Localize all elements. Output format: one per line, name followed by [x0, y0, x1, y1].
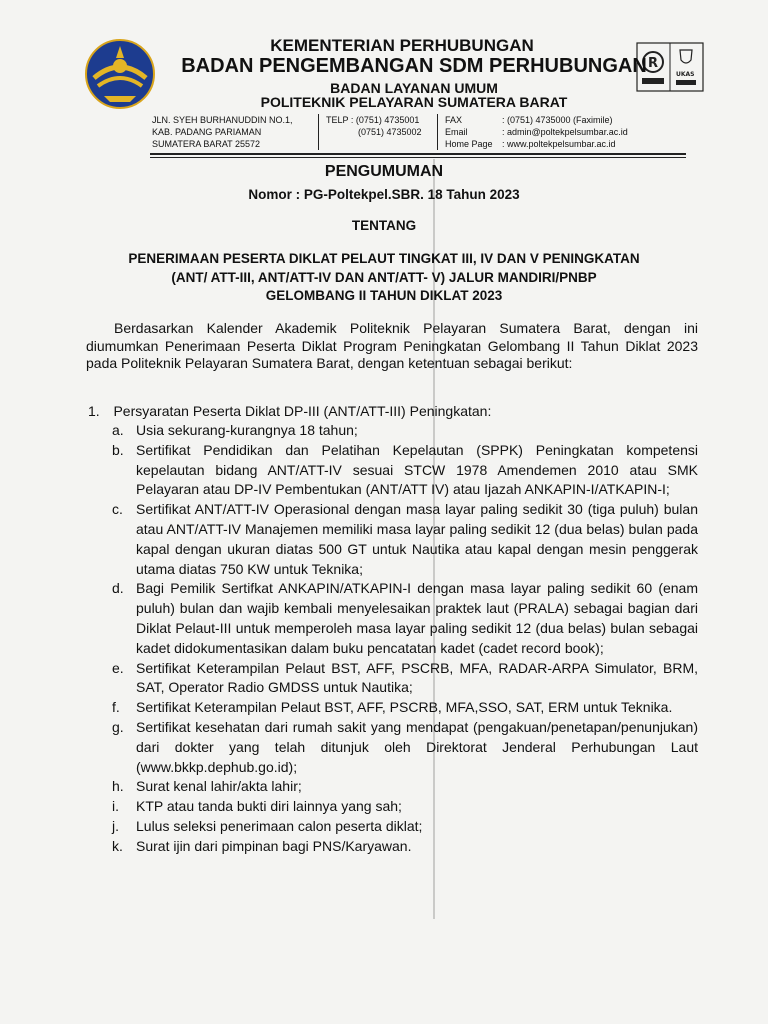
header-rule [150, 153, 686, 155]
homepage-value: : www.poltekpelsumbar.ac.id [502, 139, 616, 149]
item-text: Usia sekurang-kurangnya 18 tahun; [136, 422, 358, 438]
item-text: Lulus seleksi penerimaan calon peserta diklat; [136, 817, 423, 834]
svg-text:R: R [648, 56, 659, 71]
list-item [112, 441, 698, 500]
fold-line [428, 159, 440, 919]
item-marker: f. [112, 699, 120, 716]
item-marker: a. [112, 422, 124, 438]
list-item [112, 500, 698, 579]
institution-name: POLITEKNIK PELAYARAN SUMATERA BARAT [260, 94, 568, 110]
address-block [152, 114, 293, 150]
document-number: Nomor : PG-Poltekpel.SBR. 18 Tahun 2023 [248, 187, 520, 202]
item-text: KTP atau tanda bukti diri lainnya yang sah; [136, 798, 402, 815]
phone-line: TELP : (0751) 4735001 [326, 115, 420, 125]
item-marker: g. [112, 718, 124, 735]
homepage-label: Home Page [445, 139, 493, 149]
phone-block [326, 114, 422, 138]
item-marker: h. [112, 778, 124, 795]
subject-line: (ANT/ ATT-III, ANT/ATT-IV DAN ANT/ATT- V) JALUR MANDIRI/PNBP [171, 269, 597, 285]
ministry-name: KEMENTERIAN PERHUBUNGAN [270, 36, 534, 55]
subject-block [40, 250, 728, 306]
item-text: Surat kenal lahir/akta lahir; [136, 778, 302, 795]
list-item [112, 837, 698, 857]
item-text: Sertifikat Keterampilan Pelaut BST, AFF, PSCRB, MFA, RADAR-ARPA Simulator, BRM, SAT, Operator Radio GMDSS untuk Nautika; [136, 659, 698, 696]
divider [437, 114, 438, 150]
item-text: Sertifikat Pendidikan dan Pelatihan Kepelautan (SPPK) Peningkatan kompetensi kepelautan bidang ANT/ATT-IV sesuai STCW 1978 Amendemen 2010 atau SMK Pelayaran atau DP-IV Pembentukan (ANT/ATT IV) atau Ijazah ANKAPIN-I/ATKAPIN-I; [136, 441, 698, 498]
item-text: Sertifikat ANT/ATT-IV Operasional dengan masa layar paling sedikit 30 (tiga puluh) bulan atau ANT/ATT-IV Manajemen memiliki masa layar paling sedikit 12 (dua belas) bulan pada kapal dengan ukuran diatas 500 GT untuk Nautika atau kapal dengan mesin penggerak utama diatas 750 KW untuk Teknika; [136, 501, 698, 577]
item-text: Sertifikat Keterampilan Pelaut BST, AFF, PSCRB, MFA,SSO, SAT, ERM untuk Teknika. [136, 699, 673, 716]
item-text: Surat ijin dari pimpinan bagi PNS/Karyawan. [136, 837, 412, 854]
section-number: 1. [88, 403, 100, 419]
list-item [112, 698, 698, 718]
requirements-list [112, 421, 698, 857]
fax-value: : (0751) 4735000 (Faximile) [502, 115, 613, 125]
address-line: SUMATERA BARAT 25572 [152, 139, 261, 149]
header-rule [150, 157, 686, 158]
item-marker: i. [112, 798, 119, 815]
cert-text: UKAS [676, 71, 695, 78]
list-item [112, 659, 698, 699]
intro-text: Berdasarkan Kalender Akademik Politeknik Pelayaran Sumatera Barat, dengan ini diumumkan Penerimaan Peserta Diklat Program Peningkatan Gelombang II Tahun Diklat 2023 pada Politeknik Pelayaran Sumatera Barat, dengan ketentuan sebagai berikut: [86, 320, 698, 371]
address-line: JLN. SYEH BURHANUDDIN NO.1, [152, 115, 293, 125]
intro-paragraph [86, 320, 698, 373]
document-title: PENGUMUMAN [324, 163, 444, 180]
item-text: Bagi Pemilik Sertifkat ANKAPIN/ATKAPIN-I dengan masa layar paling sedikit 60 (enam puluh) bulan dan wajib kembali menyelesaikan praktek laut (PRALA) sebagai bagian dari Diklat Pelaut-III untuk memperoleh masa layar paling sedikit 12 (dua belas) bulan sebagai kadet didokumentasikan dalam buku pencatatan kadet (cadet record book); [136, 580, 698, 656]
unit-name: BADAN LAYANAN UMUM [330, 80, 498, 96]
agency-name: BADAN PENGEMBANGAN SDM PERHUBUNGAN [181, 55, 647, 77]
item-marker: d. [112, 580, 124, 597]
list-item [112, 421, 698, 441]
list-item [112, 797, 698, 817]
phone-line: (0751) 4735002 [358, 127, 422, 137]
item-text: Sertifikat kesehatan dari rumah sakit yang mendapat (pengakuan/penetapan/penunjukan) dari dokter yang telah ditunjuk oleh Direktorat Jenderal Perhubungan Laut (www.bkkp.dephub.go.id); [136, 718, 698, 775]
fax-label: FAX [445, 115, 463, 125]
contact-labels [445, 114, 493, 150]
email-value: : admin@poltekpelsumbar.ac.id [502, 127, 628, 137]
subject-line: GELOMBANG II TAHUN DIKLAT 2023 [265, 288, 503, 303]
list-item [112, 817, 698, 837]
list-item [112, 718, 698, 777]
email-label: Email [445, 127, 468, 137]
item-marker: j. [112, 817, 119, 834]
item-marker: e. [112, 659, 124, 676]
item-marker: b. [112, 441, 124, 458]
subject-line: PENERIMAAN PESERTA DIKLAT PELAUT TINGKAT III, IV DAN V PENINGKATAN [128, 251, 640, 266]
list-item [112, 579, 698, 658]
contact-values [502, 114, 628, 150]
address-line: KAB. PADANG PARIAMAN [152, 127, 262, 137]
section-title: Persyaratan Peserta Diklat DP-III (ANT/ATT-III) Peningkatan: [113, 403, 492, 419]
list-item [112, 777, 698, 797]
about-heading: TENTANG [351, 218, 417, 233]
item-marker: k. [112, 837, 123, 854]
item-marker: c. [112, 501, 123, 518]
divider [318, 114, 319, 150]
